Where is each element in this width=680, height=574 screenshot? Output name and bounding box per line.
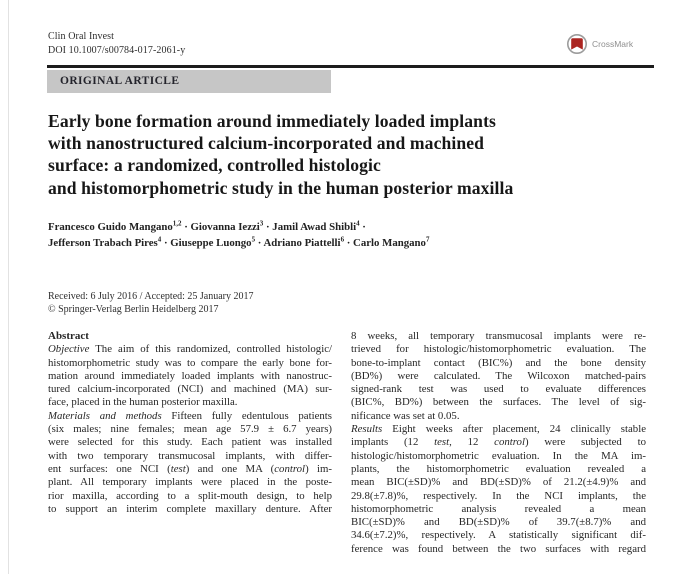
text-line: histologic/histomorphometric evaluation. In the MA im- <box>351 449 646 462</box>
text-line: 8 weeks, all temporary transmucosal implants were re- <box>351 330 646 342</box>
text-line: rior maxilla, according to a split-mouth design, to help <box>48 489 332 502</box>
abstract-heading: Abstract <box>48 330 89 342</box>
text-line: were selected for this study. Each patient was installed <box>48 436 332 449</box>
text-line: Objective The aim of this randomized, controlled histologic/ <box>48 343 332 356</box>
text-line: nificance was set at 0.05. <box>351 409 460 422</box>
text-line: with nanostructured calcium-incorporated and machined <box>48 133 485 154</box>
crossmark-badge[interactable] <box>566 33 633 55</box>
author-list <box>48 220 654 252</box>
header-rule <box>47 65 654 68</box>
text-line: plants, the histomorphometric evaluation revealed a <box>351 462 646 475</box>
journal-name: Clin Oral Invest <box>48 31 115 42</box>
text-line: ent surfaces: one NCI (test) and one MA (control) im- <box>48 462 332 475</box>
scan-edge-line <box>8 0 9 574</box>
doi: DOI 10.1007/s00784-017-2061-y <box>48 44 186 56</box>
text-line: ference was found between the two surfaces with regard <box>351 542 646 555</box>
abstract-column-left <box>48 330 332 556</box>
text-line: and histomorphometric study in the human posterior maxilla <box>48 177 514 198</box>
text-line: histomorphometric analysis revealed a mean <box>351 502 646 515</box>
text-line: bone-to-implant contact (BIC%) and the bone density <box>351 356 646 369</box>
text-line: histomorphometric study was to compare the early bone for- <box>48 356 332 369</box>
paper-title <box>48 110 654 199</box>
text-line: Francesco Guido Mangano$^{1,2}$ · Giovanna Iezzi$^3$ · Jamil Awad Shibli$^4$ · <box>48 219 366 233</box>
text-line: mean BIC(±SD)% and BD(±SD)% of 21.2(±4.9)% and <box>351 476 646 489</box>
text-line: implants (12 test, 12 control) were subjected to <box>351 436 646 449</box>
text-line: trieved for histologic/histomorphometric evaluation. The <box>351 343 646 356</box>
text-line: Jefferson Trabach Pires$^4$ · Giuseppe Luongo$^5$ · Adriano Piattelli$^6$ · Carlo Mangano$^7$ <box>48 235 430 249</box>
text-line: Results Eight weeks after placement, 24 clinically stable <box>351 423 646 436</box>
text-line: surface: a randomized, controlled histologic <box>48 155 381 176</box>
crossmark-icon <box>566 33 588 55</box>
article-type-label: ORIGINAL ARTICLE <box>60 75 180 87</box>
text-line: BIC(±SD)% and BD(±SD)% of 39.7(±8.7)% and <box>351 516 646 529</box>
journal-header <box>48 30 185 57</box>
text-line: Materials and methods Fifteen fully edentulous patients <box>48 409 332 422</box>
text-line: face, placed in the human posterior maxilla. <box>48 396 238 409</box>
text-line: Early bone formation around immediately loaded implants <box>48 111 496 131</box>
article-meta <box>48 290 254 316</box>
text-line: mation around immediately loaded implants with nanostruc- <box>48 369 332 382</box>
text-line: (BD%) were calculated. The Wilcoxon matched-pairs <box>351 369 646 382</box>
text-line: with two temporary transmucosal implants, with differ- <box>48 449 332 462</box>
text-line: (BIC%, BD%) between the surfaces. The level of sig- <box>351 396 646 409</box>
text-line: (six males; nine females; mean age 57.9 ± 6.7 years) <box>48 423 332 436</box>
abstract-left-text <box>48 343 332 516</box>
text-line: signed-rank test was used to evaluate differences <box>351 383 646 396</box>
text-line: tured calcium-incorporated (NCI) and machined (MA) sur- <box>48 383 332 396</box>
received-accepted-dates: Received: 6 July 2016 / Accepted: 25 January 2017 <box>48 291 254 302</box>
crossmark-label: CrossMark <box>592 39 634 49</box>
article-type-banner <box>47 70 331 93</box>
abstract-column-right <box>351 330 646 556</box>
text-line: 34.6(±7.2)%, respectively. A statistically significant dif- <box>351 529 646 542</box>
text-line: plant. All temporary implants were placed in the poste- <box>48 476 332 489</box>
text-line: to support an interim complete maxillary denture. After <box>48 502 332 515</box>
text-line: 29.8(±7.8)%, respectively. In the NCI implants, the <box>351 489 646 502</box>
copyright-line: © Springer-Verlag Berlin Heidelberg 2017 <box>48 304 219 315</box>
abstract <box>48 330 646 556</box>
